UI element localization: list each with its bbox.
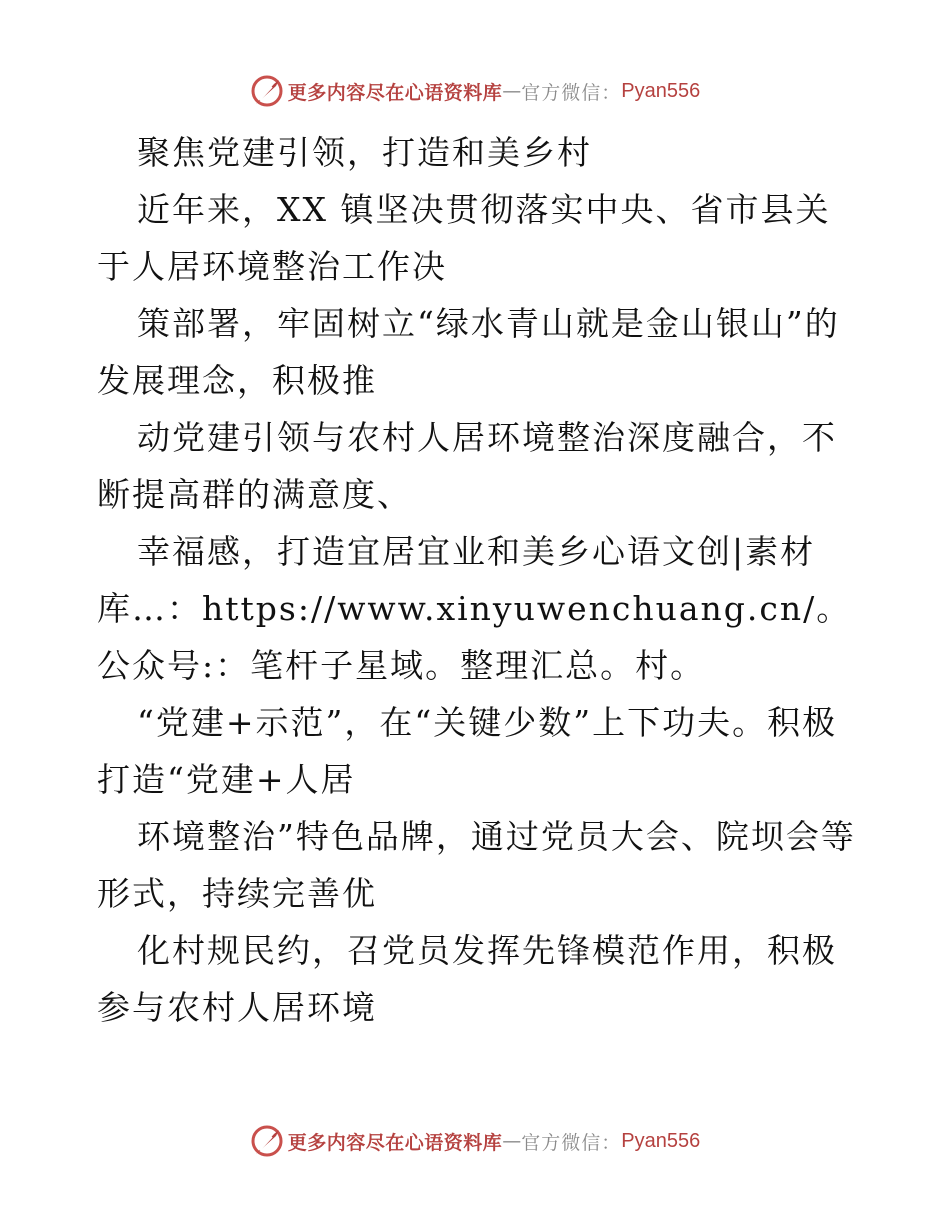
paragraph: “党建+示范”，在“关键少数”上下功夫。积极打造“党建+人居 — [97, 703, 838, 799]
header-wechat-label: 官方微信： — [521, 81, 622, 104]
header-wechat-id: Pyan556 — [621, 79, 701, 102]
header-dash: — — [502, 80, 522, 102]
footer-dash: — — [502, 1130, 522, 1152]
header-banner — [0, 71, 950, 111]
paragraph: 近年来，XX 镇坚决贯彻落实中央、省市县关于人居环境整治工作决 — [97, 190, 831, 286]
footer-wechat-label: 官方微信： — [521, 1131, 622, 1154]
paragraph: 策部署，牢固树立“绿水青山就是金山银山”的发展理念，积极推 — [97, 304, 840, 400]
document-body — [97, 124, 857, 1036]
paragraph: 化村规民约，召党员发挥先锋模范作用，积极参与农村人居环境 — [97, 931, 837, 1027]
paragraph: 环境整治”特色品牌，通过党员大会、院坝会等形式，持续完善优 — [97, 817, 856, 913]
paragraph: 动党建引领与农村人居环境整治深度融合，不断提高群的满意度、 — [97, 418, 837, 514]
document-title: 聚焦党建引领，打造和美乡村 — [137, 133, 592, 172]
footer-wechat-id: Pyan556 — [621, 1129, 701, 1152]
footer-banner — [0, 1121, 950, 1161]
quill-pen-logo-icon — [250, 1124, 284, 1158]
footer-site-text: 更多内容尽在心语资料库 — [287, 1131, 503, 1154]
header-site-text: 更多内容尽在心语资料库 — [287, 81, 503, 104]
paragraph: 幸福感，打造宜居宜业和美乡心语文创|素材库…：https://www.xinyuwenchuang.cn/。公众号:：笔杆子星域。整理汇总。村。 — [97, 532, 852, 685]
quill-pen-logo-icon — [250, 74, 284, 108]
